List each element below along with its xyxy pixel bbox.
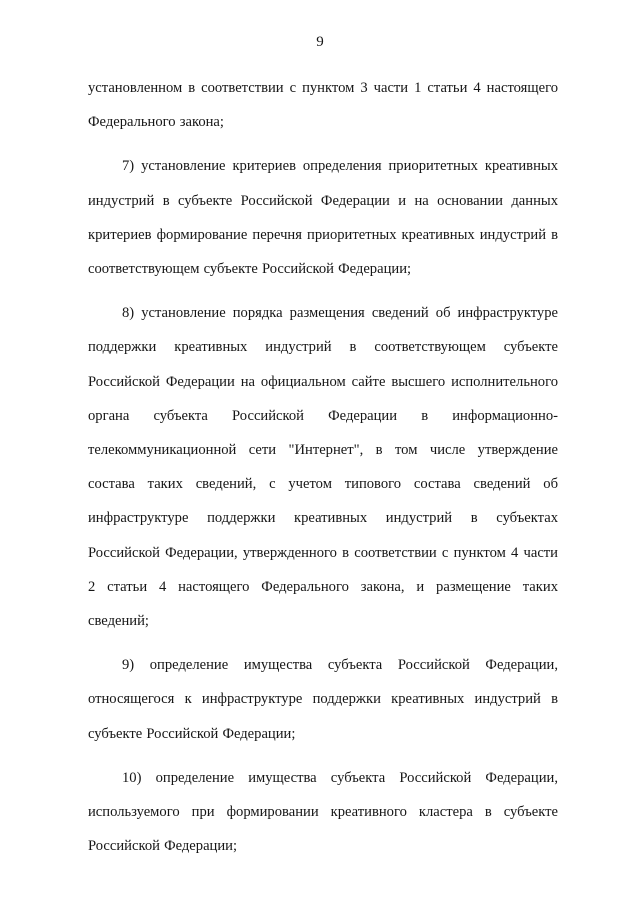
document-body — [88, 71, 558, 863]
paragraph-item-7: 7) установление критериев определения приоритетных креативных индустрий в субъекте Российской Федерации и на основании данных критериев формирование перечня приоритетных креативных индустрий в соответствующем субъекте Российской Федерации; — [88, 158, 558, 278]
paragraph-item-8: 8) установление порядка размещения сведений об инфраструктуре поддержки креативных индустрий в соответствующем субъекте Российской Федерации на официальном сайте высшего исполнительного органа субъекта Российской Федерации в информационно-телекоммуникационной сети "Интернет", в том числе утверждение состава таких сведений, с учетом типового состава сведений об инфраструктуре поддержки креативных индустрий в субъектах Российской Федерации, утвержденного в соответствии с пунктом 4 части 2 статьи 4 настоящего Федерального закона, и размещение таких сведений; — [88, 305, 558, 630]
page-number: 9 — [316, 34, 324, 50]
paragraph-item-10: 10) определение имущества субъекта Российской Федерации, используемого при формировании креативного кластера в субъекте Российской Федерации; — [88, 769, 558, 855]
paragraph-item-9: 9) определение имущества субъекта Российской Федерации, относящегося к инфраструктуре поддержки креативных индустрий в субъекте Российской Федерации; — [88, 657, 558, 742]
paragraph-continuation: установленном в соответствии с пунктом 3 части 1 статьи 4 настоящего Федерального закона; — [88, 80, 558, 131]
